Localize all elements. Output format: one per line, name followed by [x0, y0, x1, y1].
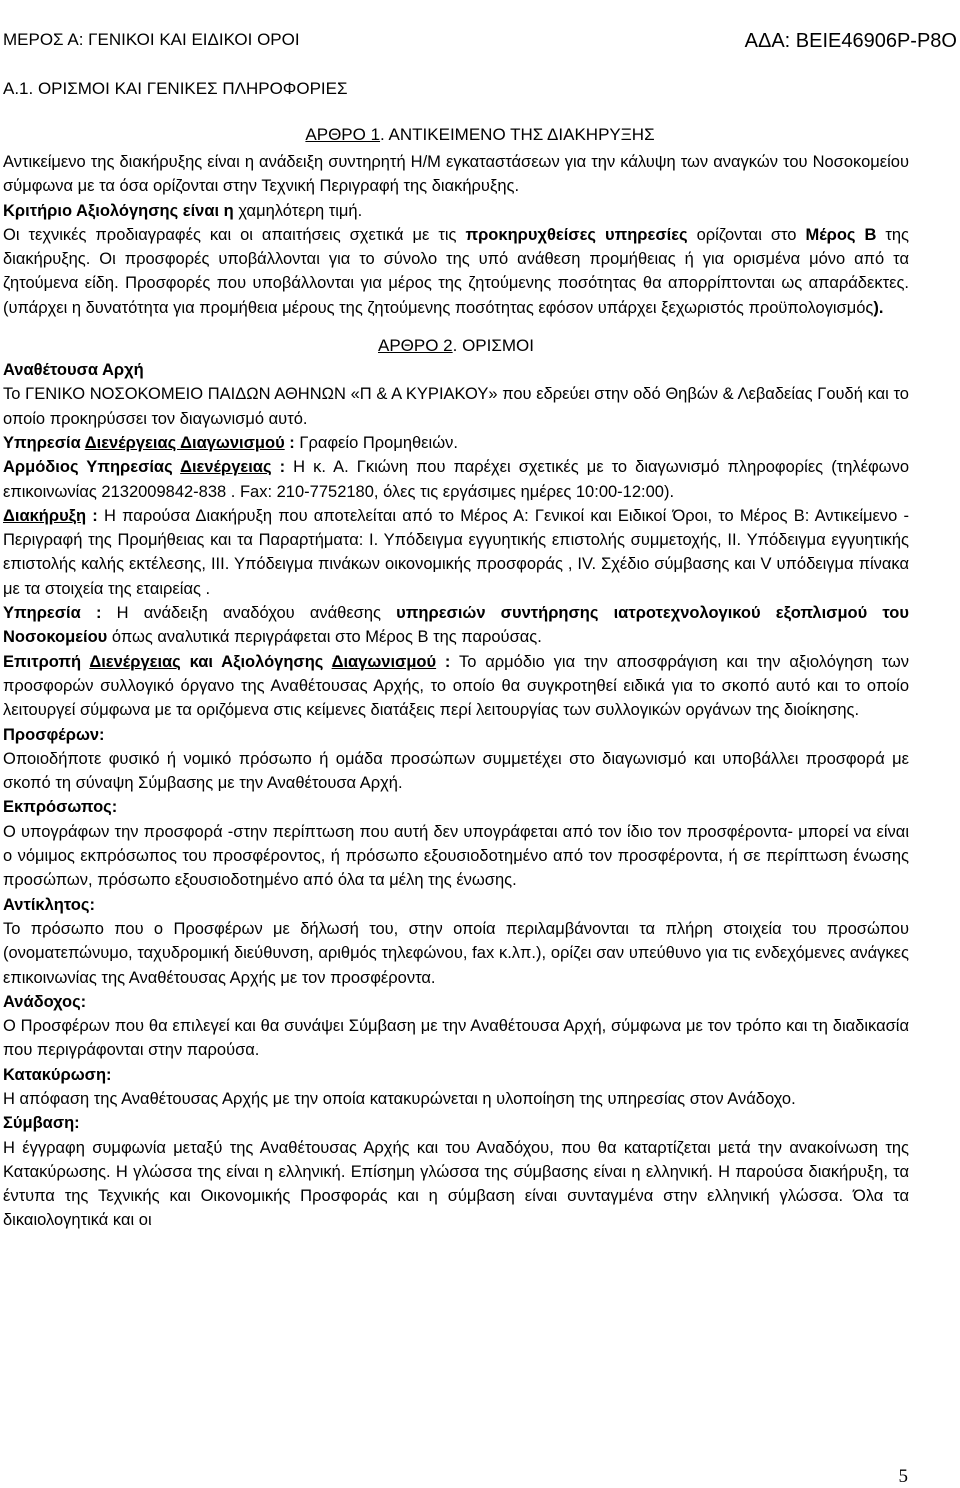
declaration-def — [3, 504, 909, 601]
committee-label-e: : — [436, 652, 451, 671]
bidder-label-text: Προσφέρων: — [3, 725, 105, 744]
criterion-text: χαμηλότερη τιμή. — [233, 201, 363, 220]
committee-label-b: Διενέργειας — [89, 652, 181, 671]
declaration-label-b: : — [86, 506, 98, 525]
service-label-b: Διενέργειας Διαγωνισμού — [84, 433, 285, 452]
p3-part-c: ορίζονται στο — [687, 225, 806, 244]
article2-heading-prefix: ΑΡΘΡΟ 2 — [378, 336, 453, 356]
contracting-authority-label — [3, 358, 909, 382]
p3-part-a: Οι τεχνικές προδιαγραφές και οι απαιτήσεις σχετικά με τις — [3, 225, 466, 244]
article1-paragraph-2 — [3, 199, 909, 223]
article1-paragraph-1: Αντικείμενο της διακήρυξης είναι η ανάδειξη συντηρητή Η/Μ εγκαταστάσεων για την κάλυψη των αναγκών του Νοσοκομείου σύμφωνα με τα όσα ορίζονται στην Τεχνική Περιγραφή της διακήρυξης. — [3, 153, 909, 196]
article1-heading-prefix: ΑΡΘΡΟ 1 — [305, 125, 381, 144]
contract-text: Η έγγραφη συμφωνία μεταξύ της Αναθέτουσας Αρχής και του Αναδόχου, που θα καταρτίζεται μετά την ανακοίνωση της Κατακύρωσης. Η γλώσσα της είναι η ελληνική. Επίσημη γλώσσα της σύμβασης είναι η ελληνική. Η παρούσα διακήρυξη, τα έντυπα της Τεχνικής και Οικονομικής Προσφοράς και η σύμβαση είναι συνταγμένα στην ελληνική γλώσσα. Όλα τα δικαιολογητικά και οι — [3, 1138, 909, 1230]
p3-part-e: της διακήρυξης. Οι προσφορές υποβάλλονται για το σύνολο της υπό ανάθεση προμήθειας ή για ορισμένα μόνο από τα ζητούμενα είδη. Προσφορές που υποβάλλονται για μέρος της ζητούμενης ποσότητας θα απορρίπτονται ως απαράδεκτες.(υπάρχει η δυνατότητα για προμήθεια μέρους της ζητούμενης ποσότητας εφόσον υπάρχει ξεχωριστός προϋπολογισμός — [3, 225, 909, 317]
service-label-a: Υπηρεσία — [3, 433, 85, 452]
representative-text: Ο υπογράφων την προσφορά -στην περίπτωση που αυτή δεν υπογράφεται από τον ίδιο τον προσφέροντα- μπορεί να είναι ο νόμιμος εκπρόσωπος του προσφέροντος, ή πρόσωπο εξουσιοδοτημένο από τον προσφέροντα, ή σε περίπτωση ένωσης προσώπων, πρόσωπο εξουσιοδοτημένο από όλα τα μέλη της ένωσης. — [3, 822, 909, 890]
contracting-authority-text: Το ΓΕΝΙΚΟ ΝΟΣΟΚΟΜΕΙΟ ΠΑΙΔΩΝ ΑΘΗΝΩΝ «Π & Α ΚΥΡΙΑΚΟΥ» που εδρεύει στην οδό Θηβών & Λεβαδείας Γουδή και το οποίο προκηρύσσει τον διαγωνισμό αυτό. — [3, 385, 909, 428]
page-number: 5 — [898, 1466, 908, 1487]
contact-text: Το πρόσωπο που ο Προσφέρων με δήλωσή του, στην οποία περιλαμβάνονται τα πλήρη στοιχεία του προσώπου (ονοματεπώνυμο, ταχυδρομική διεύθυνση, αριθμός τηλεφώνου, fax κ.λπ.), ορίζει σαν υπεύθυνο για τις ενδεχόμενες ανάγκες επικοινωνίας της Αναθέτουσας Αρχής με τον προσφέροντα. — [3, 919, 909, 987]
committee-label-c: και Αξιολόγησης — [180, 652, 332, 671]
committee-label-d: Διαγωνισμού — [331, 652, 437, 671]
service-def — [3, 431, 909, 455]
committee-label-a: Επιτροπή — [3, 652, 90, 671]
award-text: Η απόφαση της Αναθέτουσας Αρχής με την οποία κατακυρώνεται η υλοποίηση της υπηρεσίας στον Ανάδοχο. — [3, 1089, 796, 1108]
competent-label-a: Αρμόδιος Υπηρεσίας — [3, 458, 181, 477]
p3-part-b: προκηρυχθείσες υπηρεσίες — [465, 225, 688, 244]
document-body — [3, 150, 909, 1233]
committee-def — [3, 650, 909, 723]
competent-text: Η κ. Α. Γκιώνη που παρέχει σχετικές με το διαγωνισμό πληροφορίες (τηλέφωνο επικοινωνίας 2132009842-838 . Fax: 210-7752180, όλες τις εργάσιμες ημέρες 10:00-12:00). — [3, 458, 909, 501]
article1-heading-rest: . ΑΝΤΙΚΕΙΜΕΝΟ ΤΗΣ ΔΙΑΚΗΡΥΞΗΣ — [380, 125, 655, 144]
contact-label-text: Αντίκλητος: — [3, 895, 95, 914]
award-label — [3, 1063, 909, 1087]
representative-label — [3, 795, 909, 819]
service-label-c: : — [284, 433, 295, 452]
contractor-label — [3, 990, 909, 1014]
competent-label-b: Διενέργειας — [180, 458, 272, 477]
contract-label-text: Σύμβαση: — [3, 1114, 80, 1133]
representative-label-text: Εκπρόσωπος: — [3, 798, 118, 817]
declaration-text: Η παρούσα Διακήρυξη που αποτελείται από το Μέρος Α: Γενικοί και Ειδικοί Όροι, το Μέρος Β: Αντικείμενο - Περιγραφή της Προμήθειας και τα Παραρτήματα: Ι. Υπόδειγμα εγγυητικής επιστολής συμμετοχής, ΙΙ. Υπόδειγμα εγγυητικής επιστολής καλής εκτέλεσης, ΙΙΙ. Υπόδειγμα πινάκων οικονομικής προσφοράς , IV. Σχέδιο σύμβασης και V υπόδειγμα πίνακα με τα στοιχεία της εταιρείας . — [3, 506, 909, 598]
ada-code: ΑΔΑ: ΒΕΙΕ46906Ρ-Ρ8Ο — [744, 30, 957, 52]
section-title: Α.1. ΟΡΙΣΜΟΙ ΚΑΙ ΓΕΝΙΚΕΣ ΠΛΗΡΟΦΟΡΙΕΣ — [3, 79, 348, 98]
servicedef-label-a: Υπηρεσία — [3, 604, 81, 623]
article2-heading-rest: . ΟΡΙΣΜΟΙ — [452, 336, 534, 356]
servicedef-text-b: υπηρεσιών συντήρησης ιατροτεχνολογικού εξοπλισμού του Νοσοκομείου — [3, 604, 909, 647]
servicedef-text-a: Η ανάδειξη αναδόχου ανάθεσης — [101, 604, 397, 623]
declaration-label-a: Διακήρυξη — [3, 506, 87, 525]
competent-label-c: : — [271, 458, 286, 477]
p3-part-d: Μέρος Β — [805, 225, 877, 244]
article1-heading — [0, 125, 960, 145]
award-label-text: Κατακύρωση: — [3, 1065, 112, 1084]
servicedef-text-c: όπως αναλυτικά περιγράφεται στο Μέρος Β της παρούσας. — [107, 628, 542, 647]
article1-paragraph-3 — [3, 223, 909, 320]
part-title: ΜΕΡΟΣ Α: ΓΕΝΙΚΟΙ ΚΑΙ ΕΙΔΙΚΟΙ ΟΡΟΙ — [3, 30, 300, 49]
service-text: Γραφείο Προμηθειών. — [294, 433, 458, 452]
committee-text: Το αρμόδιο για την αποσφράγιση και την αξιολόγηση των προσφορών συλλογικό όργανο της Αναθέτουσας Αρχής, το οποίο θα συγκροτηθεί ειδικά για το σκοπό αυτό και το οποίο λειτουργεί σύμφωνα με τα οριζόμενα στις κείμενες διατάξεις περί λειτουργίας των συλλογικών οργάνων της διοίκησης. — [3, 652, 909, 720]
servicedef-def — [3, 601, 909, 650]
contact-label — [3, 893, 909, 917]
bidder-label — [3, 723, 909, 747]
article2-heading — [3, 334, 909, 358]
servicedef-label-b: : — [80, 604, 102, 623]
contracting-label-text: Αναθέτουσα Αρχή — [3, 361, 144, 380]
criterion-label: Κριτήριο Αξιολόγησης είναι η — [3, 201, 234, 220]
p3-part-f: ). — [873, 298, 884, 317]
bidder-text: Οποιοδήποτε φυσικό ή νομικό πρόσωπο ή ομάδα προσώπων συμμετέχει στο διαγωνισμό και υποβάλλει προσφορά με σκοπό τη σύναψη Σύμβασης με την Αναθέτουσα Αρχή. — [3, 749, 909, 793]
contractor-text: Ο Προσφέρων που θα επιλεγεί και θα συνάψει Σύμβαση με την Αναθέτουσα Αρχή, σύμφωνα με τον τρόπο και τη διαδικασία που περιγράφονται στην παρούσα. — [3, 1017, 909, 1060]
contractor-label-text: Ανάδοχος: — [3, 992, 87, 1011]
competent-def — [3, 455, 909, 504]
contract-label — [3, 1111, 909, 1135]
